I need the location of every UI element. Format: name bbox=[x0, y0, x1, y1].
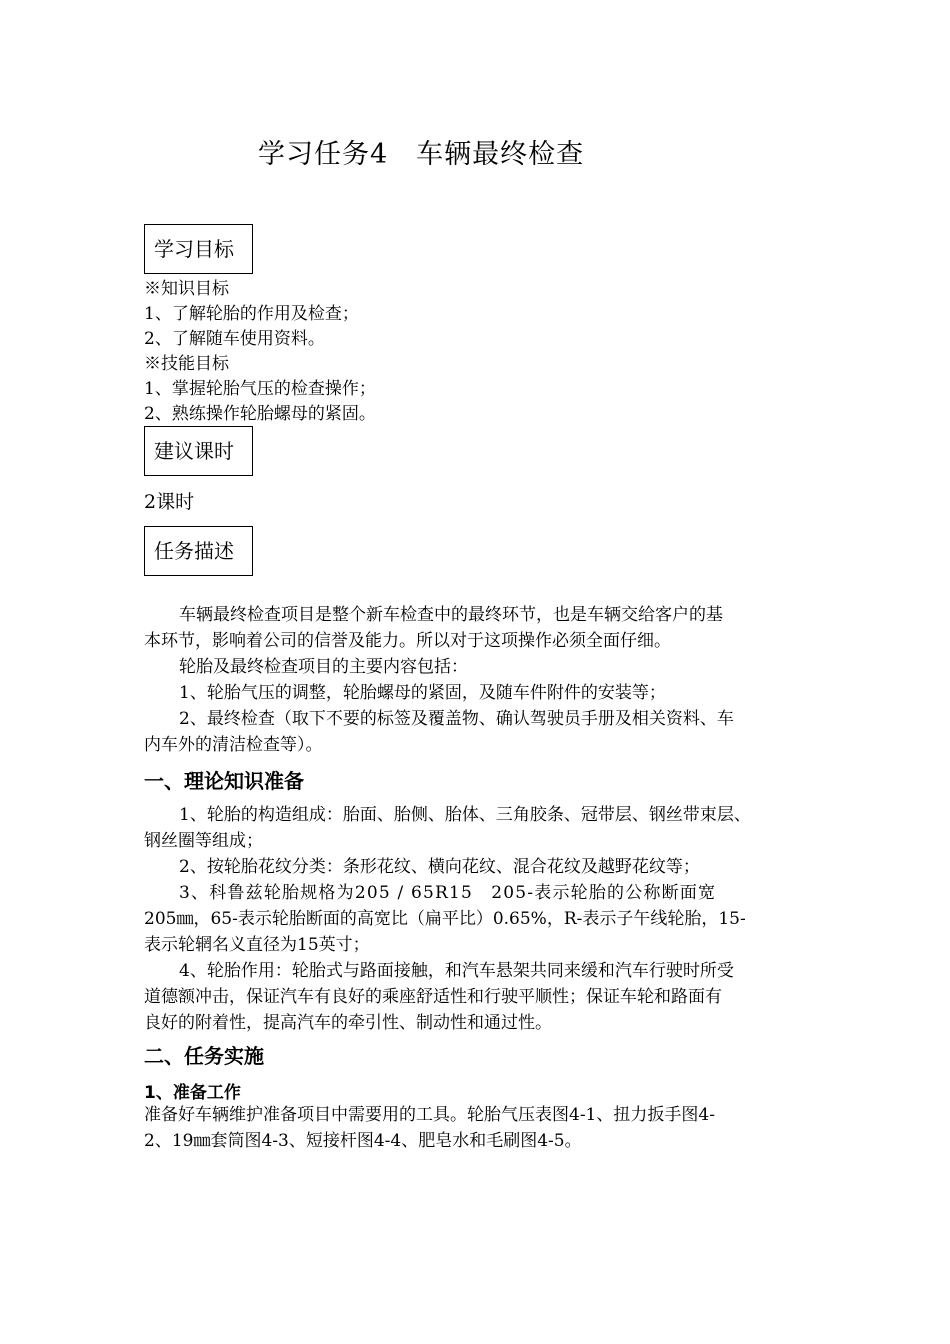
section-1-heading: 一、理论知识准备 bbox=[144, 769, 304, 793]
structure-line-2: 钢丝圈等组成； bbox=[144, 831, 263, 851]
knowledge-heading: ※知识目标 bbox=[144, 279, 229, 299]
task-paragraph-1-line-2: 本环节，影响着公司的信誉及能力。所以对于这项操作必须全面仔细。 bbox=[144, 631, 671, 651]
task-paragraph-4-line-2: 内车外的清洁检查等）。 bbox=[144, 735, 323, 755]
hours-value: 2课时 bbox=[144, 491, 195, 513]
tire-function-line-3: 良好的附着性，提高汽车的牵引性、制动性和通过性。 bbox=[144, 1013, 552, 1033]
tread-pattern-line: 2、按轮胎花纹分类：条形花纹、横向花纹、混合花纹及越野花纹等； bbox=[179, 857, 700, 877]
tire-function-line-2: 道德额冲击，保证汽车有良好的乘座舒适性和行驶平顺性；保证车轮和路面有 bbox=[144, 987, 722, 1007]
preparation-line-1: 准备好车辆维护准备项目中需要用的工具。轮胎气压表图4-1、扭力扳手图4- bbox=[144, 1105, 715, 1125]
preparation-body bbox=[144, 1102, 816, 1154]
knowledge-item-2: 2、了解随车使用资料。 bbox=[144, 329, 325, 349]
skill-item-2: 2、熟练操作轮胎螺母的紧固。 bbox=[144, 404, 376, 424]
tire-spec-line-3: 表示轮辋名义直径为15英寸； bbox=[144, 935, 370, 955]
structure-line-1: 1、轮胎的构造组成：胎面、胎侧、胎体、三角胶条、冠带层、钢丝带束层、 bbox=[179, 805, 751, 825]
task-paragraph-1-line-1: 车辆最终检查项目是整个新车检查中的最终环节，也是车辆交给客户的基 bbox=[179, 605, 723, 625]
tire-spec-line-1: 3、科鲁兹轮胎规格为205 / 65R15 205-表示轮胎的公称断面宽 bbox=[179, 883, 717, 903]
preparation-line-2: 2、19㎜套筒图4-3、短接杆图4-4、肥皂水和毛刷图4-5。 bbox=[144, 1131, 582, 1151]
preparation-heading: 1、准备工作 bbox=[144, 1083, 241, 1103]
section-2-heading: 二、任务实施 bbox=[144, 1044, 264, 1068]
tire-function-line-1: 4、轮胎作用：轮胎式与路面接触，和汽车悬架共同来缓和汽车行驶时所受 bbox=[179, 961, 734, 981]
tire-spec-line-2: 205㎜，65-表示轮胎断面的高宽比（扁平比）0.65%，R-表示子午线轮胎，15- bbox=[144, 909, 746, 929]
objectives-box-label: 学习目标 bbox=[144, 224, 253, 274]
hours-box-label: 建议课时 bbox=[144, 426, 253, 476]
task-paragraph-2: 轮胎及最终检查项目的主要内容包括： bbox=[179, 657, 468, 677]
page-title: 学习任务4 车辆最终检查 bbox=[258, 139, 585, 170]
skill-heading: ※技能目标 bbox=[144, 354, 229, 374]
section-1-body bbox=[144, 802, 816, 1036]
task-paragraph-3: 1、轮胎气压的调整，轮胎螺母的紧固，及随车件附件的安装等； bbox=[179, 683, 666, 703]
skill-item-1: 1、掌握轮胎气压的检查操作； bbox=[144, 379, 376, 399]
task-paragraph-4-line-1: 2、最终检查（取下不要的标签及覆盖物、确认驾驶员手册及相关资料、车 bbox=[179, 709, 734, 729]
task-box-label: 任务描述 bbox=[144, 526, 253, 576]
knowledge-item-1: 1、了解轮胎的作用及检查； bbox=[144, 304, 359, 324]
task-description bbox=[144, 602, 816, 758]
